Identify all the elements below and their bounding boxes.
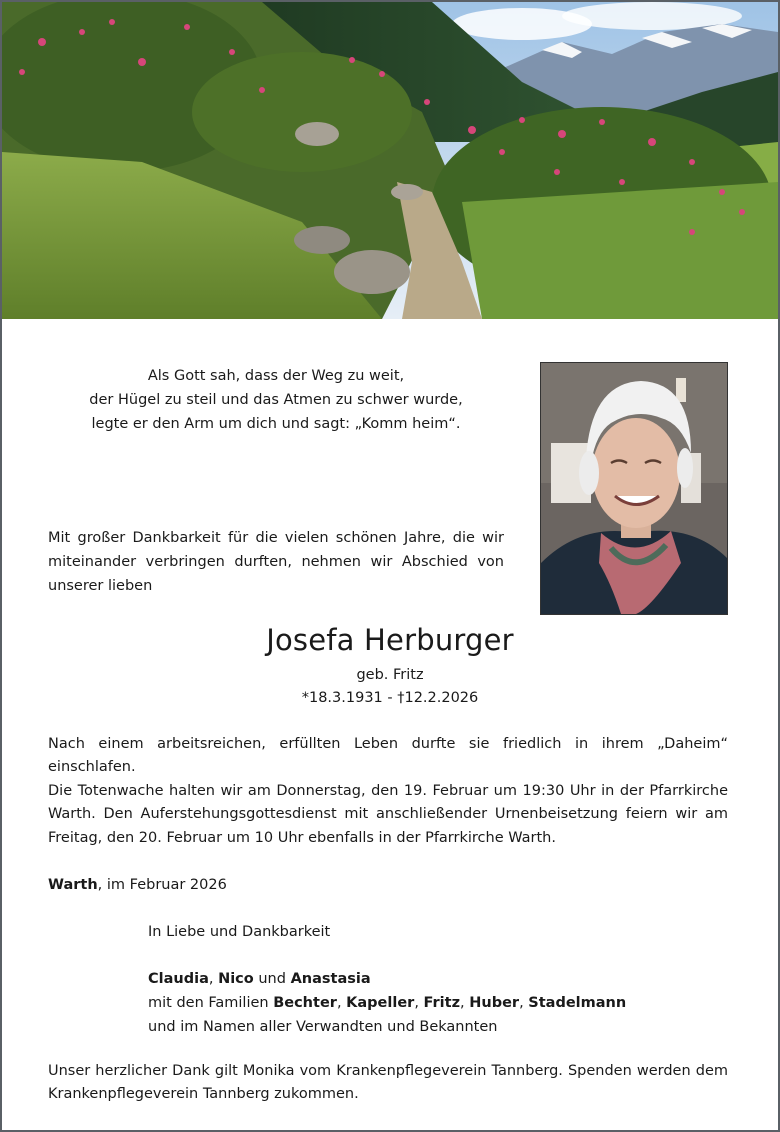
maiden-name: geb. Fritz [356, 667, 424, 683]
poem-line: Als Gott sah, dass der Weg zu weit, [147, 368, 405, 384]
poem-line: der Hügel zu steil und das Atmen zu schwer wurde, [89, 392, 463, 408]
family-name: Huber [469, 995, 520, 1011]
intro-text: Mit großer Dankbarkeit für die vielen schönen Jahre, die wir miteinander verbringen durften, nehmen wir Abschied von unserer lieben [48, 530, 504, 594]
announcement-body [48, 733, 728, 850]
announcement-paragraph: Die Totenwache halten wir am Donnerstag, den 19. Februar um 19:30 Uhr in der Pfarrkirche Warth. Den Auferstehungsgottesdienst mit anschließender Urnenbeisetzung feiern wir am Freitag, den 20. Februar um 10 Uhr ebenfalls in der Pfarrkirche Warth. [48, 782, 728, 846]
signature-greeting: In Liebe und Dankbarkeit [148, 924, 331, 940]
family-name: Stadelmann [528, 995, 627, 1011]
signature-block [148, 920, 626, 1039]
deceased-name: Josefa Herburger [266, 623, 514, 657]
place-name: Warth [48, 877, 98, 893]
mourner-name: Nico [218, 971, 254, 987]
poem-line: legte er den Arm um dich und sagt: „Komm heim“. [91, 416, 461, 432]
mourner-name: Anastasia [290, 971, 371, 987]
life-dates: *18.3.1931 - †12.2.2026 [301, 690, 479, 706]
family-name: Fritz [423, 995, 461, 1011]
family-name: Kapeller [346, 995, 415, 1011]
signature-relatives-line: und im Namen aller Verwandten und Bekannten [148, 1019, 498, 1035]
header-landscape-image [2, 2, 778, 319]
date-text: , im Februar 2026 [97, 877, 227, 893]
thanks-text: Unser herzlicher Dank gilt Monika vom Krankenpflegeverein Tannberg. Spenden werden dem Krankenpflegeverein Tannberg zukommen. [48, 1063, 728, 1103]
announcement-paragraph: Nach einem arbeitsreichen, erfüllten Leben durfte sie friedlich in ihrem „Daheim“ einschlafen. [48, 736, 728, 776]
signature-names-line: Claudia, Nico und Anastasia [148, 971, 371, 987]
signature-families-line: mit den Familien Bechter, Kapeller, Fritz, Huber, Stadelmann [148, 995, 627, 1011]
memorial-poem [48, 364, 504, 436]
portrait-photo [540, 362, 728, 615]
family-name: Bechter [273, 995, 337, 1011]
place-date-line [48, 873, 227, 897]
mourner-name: Claudia [148, 971, 209, 987]
